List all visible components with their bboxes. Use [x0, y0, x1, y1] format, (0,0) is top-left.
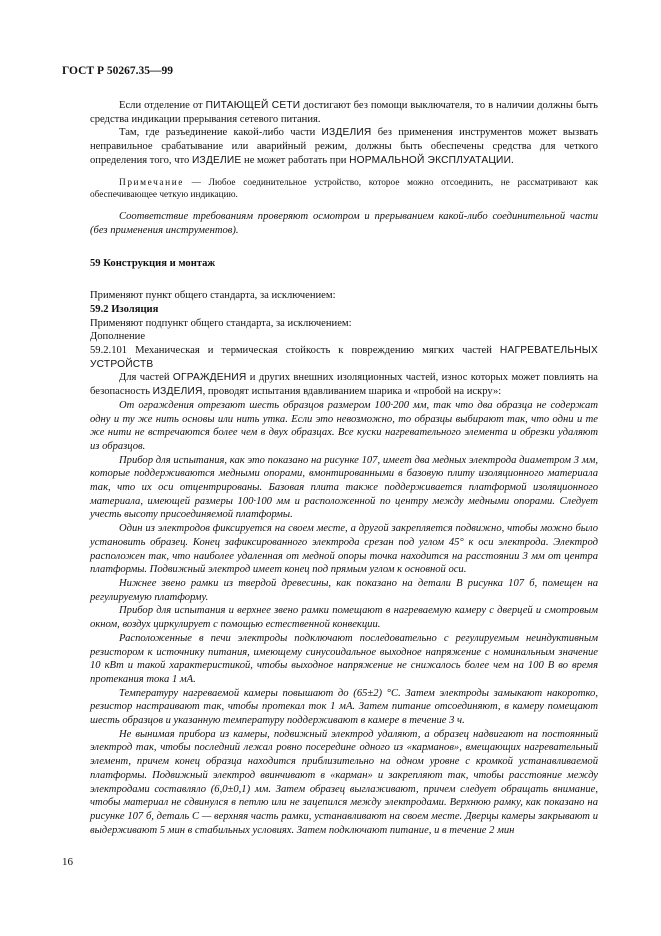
paragraph-disconnect-indication [90, 126, 598, 167]
test-paragraph: Температуру нагреваемой камеры повышают до (65±2) °С. Затем электроды замыкают накоротко, резистор настраивают так, чтобы протекал ток 1 мА. Затем питание отсоединяют, в камеру помещают шесть образцов и указанную температуру поддерживают в камере в течение 3 ч. [90, 687, 598, 727]
note-label: Примечание [119, 177, 184, 188]
text-run: не может работать при [241, 154, 350, 166]
test-paragraph: Не вынимая прибора из камеры, подвижный электрод удаляют, а образец надвигают на постоянный электрод так, чтобы последний лежал ровно посередине одного из «карманов», вмещающих нагревательный элемент, причем конец образца находится приблизительно на одном уровне с кромкой устанавливаемой платформы. Подвижный электрод ввинчивают в «карман» и закрепляют так, чтобы расстояние между электродами составляло (6,0±0,1) мм. Затем образец выглаживают, причем следует обращать внимание, чтобы материал не сдвинулся в петлю или не зацепился между электродами. Верхнюю рамку, как показано на рисунке 107 б, деталь С — верхняя часть рамки, устанавливают на своем месте. Дверцы камеры закрывают и выдерживают 5 мин в стабильных условиях. Затем подключают питание, и в течение 2 мин [90, 728, 598, 836]
term-enclosure: ОГРАЖДЕНИЯ [172, 372, 247, 384]
test-paragraph: Расположенные в печи электроды подключают последовательно с регулируемым неиндуктивным резистором к источнику питания, имеющему синусоидальное выходное напряжение с номинальным значение 10 кВт и такой характеристикой, чтобы выходное напряжение не снижалось более чем на 100 В во время протекания тока 1 мА. [90, 632, 598, 685]
clause-59-2-101 [90, 344, 598, 371]
test-paragraph: От ограждения отрезают шесть образцов размером 100·200 мм, так что два образца не содержат одну и ту же нить основы или нить утка. Если это невозможно, то образцы выбирают так, что одни и те же нити не встречаются более чем в двух образцах. Все куски нагревательного элемента и обрезки удаляют из образцов. [90, 399, 598, 452]
text-run: и других внешних изоляционных частей, износ которых может повлиять на безопасность [90, 372, 598, 398]
term-normal-use: НОРМАЛЬНОЙ ЭКСПЛУАТАЦИИ [349, 154, 512, 166]
text-run: Для частей [119, 372, 173, 384]
document-header: ГОСТ Р 50267.35—99 [62, 65, 173, 77]
term-device: ИЗДЕЛИЯ [321, 127, 372, 139]
text-run: без применения инструментов может вызвать неправильное срабатывание или аварийный режим, должны быть обеспечены средства для четкого определения того, что [90, 127, 598, 166]
note-text: — Любое соединительное устройство, которое можно отсоединить, не рассматривают как обеспечивающее четкую индикацию. [90, 177, 598, 200]
test-paragraph: Один из электродов фиксируется на своем месте, а другой закрепляется подвижно, чтобы можно было установить образец. Конец зафиксированного электрода срезан под углом 45° к оси электрода. Электрод расположен так, что наиболее удаленная от медной опоры точка находится на расстоянии 3 мм от центра платформы. Подвижный электрод имеет конец под прямым углом к основной оси. [90, 523, 598, 576]
term-device: ИЗДЕЛИЯ [152, 386, 203, 398]
paragraph-mains-disconnect [90, 99, 598, 126]
apply-subclause: Применяют подпункт общего стандарта, за исключением: [90, 317, 352, 329]
text-run: . [511, 154, 514, 166]
paragraph-test-intro [90, 371, 598, 398]
page-number: 16 [62, 856, 73, 868]
compliance-statement: Соответствие требованиям проверяют осмотром и прерыванием какой-либо соединительной части (без применения инструментов). [90, 211, 598, 236]
addition-label: Дополнение [90, 331, 146, 343]
text-run: Если отделение от [119, 100, 206, 111]
section-heading: 59 Конструкция и монтаж [90, 257, 216, 269]
test-paragraph: Прибор для испытания, как это показано на рисунке 107, имеет два медных электрода диаметром 3 мм, которые поддерживаются медными опорами, вмонтированными в базовую плиту изоляционного материала так, что их оси отцентрированы. Базовая плита также поддерживается платформой изоляционного материала, имеющей размеры 100·100 мм и расположенной по центру между медными опорами. Следует учесть высоту присоединяемой платформы. [90, 454, 598, 521]
term-heating-devices: НАГРЕВАТЕЛЬНЫХ УСТРОЙСТВ [90, 345, 598, 370]
text-run: достигают без помощи выключателя, то в наличии должны быть средства индикации прерывания сетевого питания. [90, 100, 598, 125]
apply-clause: Применяют пункт общего стандарта, за исключением: [90, 290, 336, 302]
note [90, 177, 598, 202]
term-mains: ПИТАЮЩЕЙ СЕТИ [205, 100, 301, 111]
text-run: 59.2.101 Механическая и термическая стойкость к повреждению мягких частей [90, 345, 500, 357]
subsection-heading: 59.2 Изоляция [90, 303, 159, 315]
test-paragraph: Прибор для испытания и верхнее звено рамки помещают в нагреваемую камеру с дверцей и смотровым окном, воздух циркулирует с помощью естественной конвекции. [90, 605, 598, 631]
document-body [90, 99, 598, 837]
test-paragraph: Нижнее звено рамки из твердой древесины, как показано на детали В рисунка 107 б, помещен на регулируемую платформу. [90, 577, 598, 603]
text-run: , проводят испытания вдавливанием шарика и «пробой на искру»: [202, 386, 502, 398]
text-run: Там, где разъединение какой-либо части [119, 127, 322, 139]
term-device: ИЗДЕЛИЕ [192, 154, 242, 166]
